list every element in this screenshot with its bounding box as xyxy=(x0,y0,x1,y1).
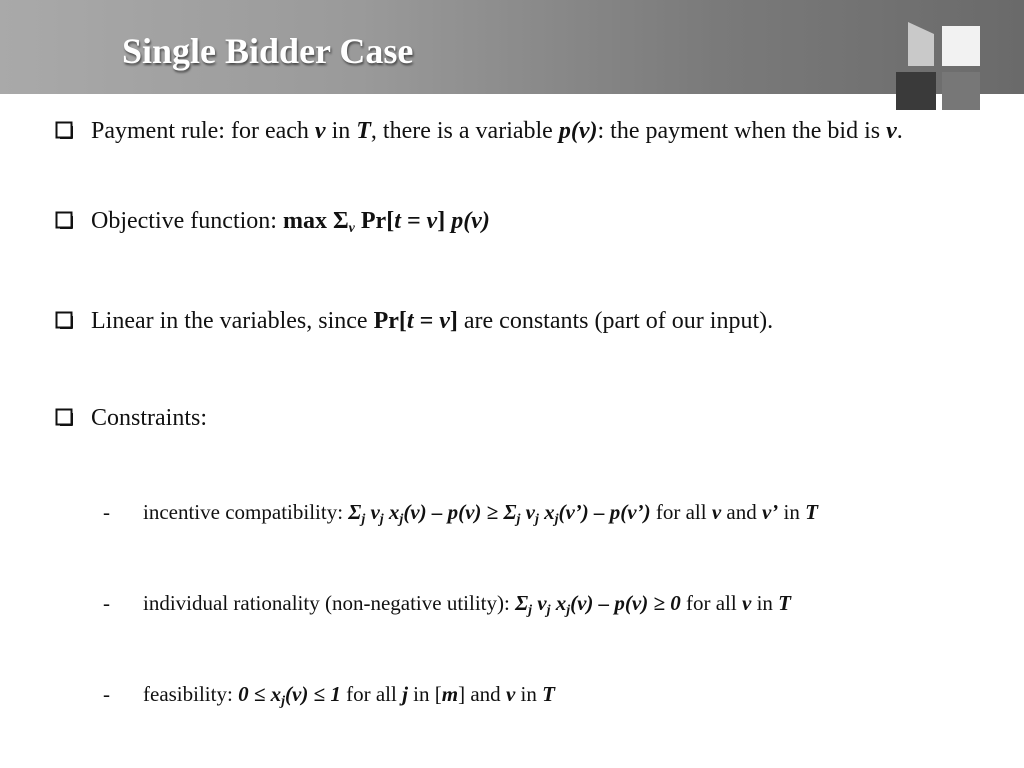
feasibility-formula: $0 \le x_j(v) \le 1$ xyxy=(238,682,341,709)
dash-bullet: - xyxy=(103,500,110,524)
bullet-text: Linear in the variables, since Pr[t = v] are constants (part of our input). xyxy=(91,308,774,334)
checkbox-bullet-icon xyxy=(55,211,73,229)
checkbox-bullet-icon xyxy=(55,311,73,329)
bullet-objective xyxy=(55,201,985,241)
dash-bullet: - xyxy=(103,682,110,706)
constraint-feasibility: - feasibility: $0 \le x_j(v) \le 1$ for all j in [m] and v in T xyxy=(103,679,1003,709)
checkbox-bullet-icon xyxy=(55,408,73,426)
bullet-payment-rule xyxy=(55,111,985,151)
bullet-text: Constraints: xyxy=(91,405,208,431)
bullet-text: Payment rule: for each v in T, there is a variable p(v): the payment when the bid is v. xyxy=(91,118,903,144)
bullet-text: Objective function: $\max \Sigma_v$ Pr[t = v] p(v) xyxy=(91,208,490,236)
constraint-individual-rationality: - individual rationality (non-negative utility): $\Sigma_j$ $v_j$ $x_j(v) - p(v) \ge 0$ for all v in T xyxy=(103,588,1003,618)
checkbox-bullet-icon xyxy=(55,121,73,139)
ir-formula: $\Sigma_j$ $v_j$ $x_j(v) - p(v) \ge 0$ xyxy=(515,591,681,618)
bullet-linear xyxy=(55,301,985,341)
dash-bullet: - xyxy=(103,591,110,615)
ic-formula: $\Sigma_j$ $v_j$ $x_j(v) - p(v) \ge \Sigma_j$ $v_j$ $x_j(v’)$ – p(v’) xyxy=(348,500,651,527)
bullet-constraints xyxy=(55,398,985,438)
slide-title: Single Bidder Case xyxy=(122,31,414,71)
constraint-incentive-compatibility: - incentive compatibility: $\Sigma_j$ $v_j$ $x_j(v) - p(v) \ge \Sigma_j$ $v_j$ $x_j(v’)$ – p(v’) for all v and v’ in T xyxy=(103,497,1003,527)
